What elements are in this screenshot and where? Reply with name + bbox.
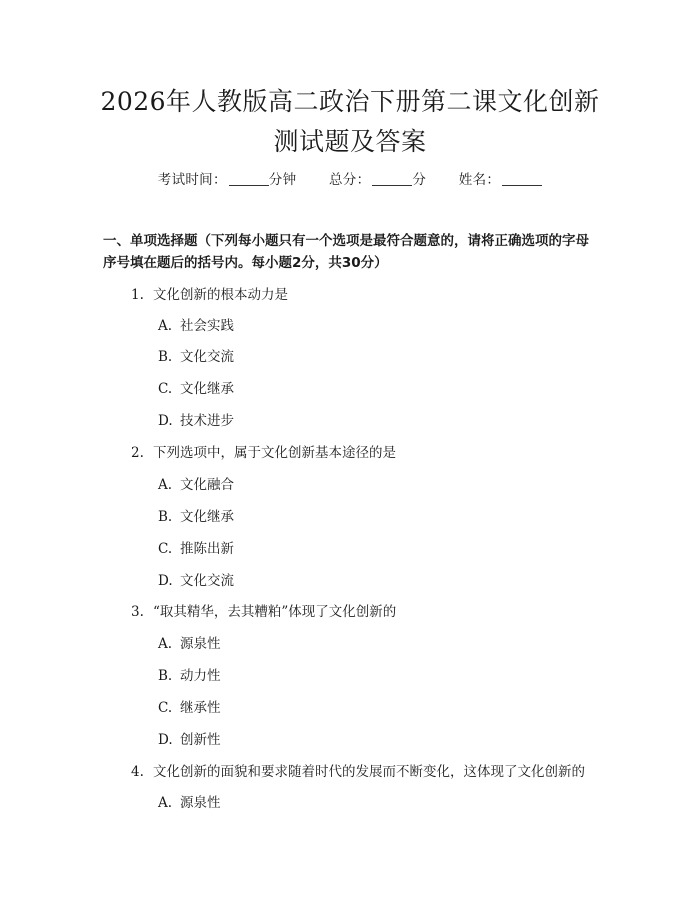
exam-time-unit: 分钟	[268, 172, 297, 188]
question	[131, 283, 288, 303]
option	[158, 537, 234, 557]
question-text: 下列选项中，属于文化创新基本途径的是	[153, 445, 396, 461]
option-text: 创新性	[180, 732, 221, 748]
question-number: 1.	[131, 287, 144, 303]
option-text: 文化交流	[180, 349, 234, 365]
question	[131, 600, 396, 620]
option	[158, 664, 221, 684]
question-number: 4.	[131, 764, 144, 780]
total-score-blank	[372, 171, 412, 186]
total-score-unit: 分	[412, 172, 427, 188]
question-number: 3.	[131, 604, 144, 620]
title-line-2: 测试题及答案	[273, 127, 427, 156]
option-text: 社会实践	[180, 318, 234, 334]
question-text: 文化创新的面貌和要求随着时代的发展而不断变化，这体现了文化创新的	[153, 764, 585, 780]
option-letter: D.	[158, 413, 173, 429]
option	[158, 505, 234, 525]
option-text: 文化继承	[180, 509, 234, 525]
option	[158, 696, 221, 716]
option	[158, 377, 234, 397]
option	[158, 409, 234, 429]
question	[131, 760, 585, 780]
option-text: 文化融合	[180, 477, 234, 493]
option-letter: A.	[158, 795, 173, 811]
option	[158, 345, 234, 365]
option-letter: D.	[158, 732, 173, 748]
option-text: 推陈出新	[180, 541, 234, 557]
option	[158, 791, 221, 811]
question-text: 文化创新的根本动力是	[153, 287, 288, 303]
option-letter: B.	[158, 509, 173, 525]
document-title	[0, 82, 700, 162]
title-line-1: 2026年人教版高二政治下册第二课文化创新	[100, 87, 600, 116]
option-letter: A.	[158, 636, 173, 652]
option-text: 源泉性	[180, 795, 221, 811]
question	[131, 441, 396, 461]
option-letter: B.	[158, 668, 173, 684]
exam-time-label: 考试时间：	[157, 172, 227, 188]
option-text: 源泉性	[180, 636, 221, 652]
option-letter: C.	[158, 700, 173, 716]
question-text: “取其精华，去其糟粕”体现了文化创新的	[153, 604, 397, 620]
option-text: 技术进步	[180, 413, 234, 429]
total-score	[329, 168, 426, 188]
option-letter: A.	[158, 477, 173, 493]
option	[158, 314, 234, 334]
option	[158, 569, 234, 589]
question-number: 2.	[131, 445, 144, 461]
exam-time	[158, 168, 297, 188]
option-text: 继承性	[180, 700, 221, 716]
option	[158, 473, 234, 493]
total-score-label: 总分：	[328, 172, 371, 188]
option-letter: C.	[158, 541, 173, 557]
option-text: 文化继承	[180, 381, 234, 397]
option	[158, 632, 221, 652]
option-text: 文化交流	[180, 573, 234, 589]
option-letter: C.	[158, 381, 173, 397]
exam-time-blank	[229, 171, 269, 186]
option-letter: A.	[158, 318, 173, 334]
student-name-label: 姓名：	[458, 172, 501, 188]
option	[158, 728, 221, 748]
student-name	[459, 168, 542, 188]
option-letter: B.	[158, 349, 173, 365]
option-letter: D.	[158, 573, 173, 589]
section-heading: 一、单项选择题（下列每小题只有一个选项是最符合题意的，请将正确选项的字母序号填在题后的括号内。每小题2分，共30分）	[103, 233, 589, 271]
exam-info	[0, 168, 700, 188]
student-name-blank	[502, 171, 542, 186]
option-text: 动力性	[180, 668, 221, 684]
